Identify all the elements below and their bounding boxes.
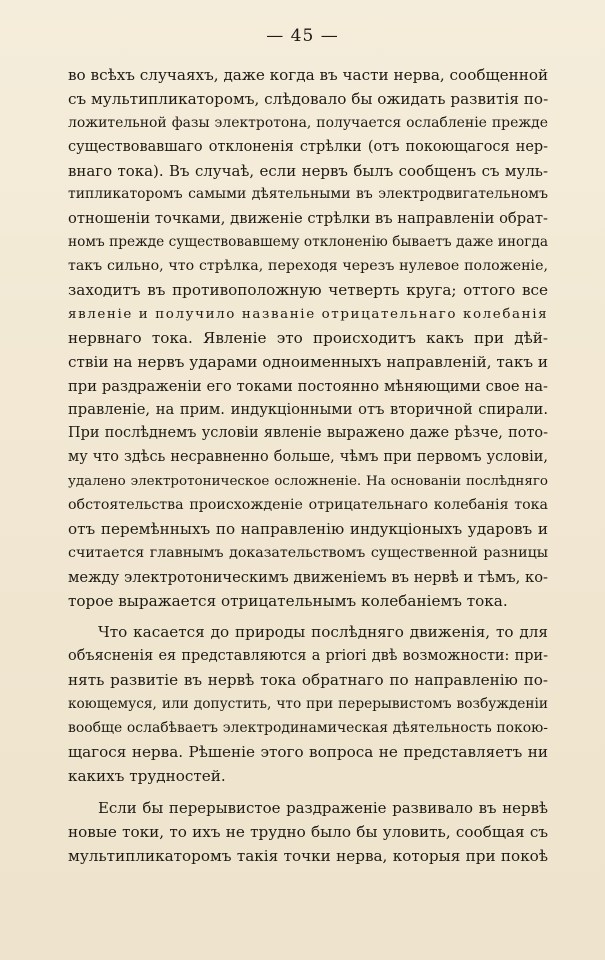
text-line: заходитъ въ противоположную четверть круга; оттого все — [68, 281, 548, 300]
text-line: торое выражается отрицательнымъ колебаніемъ тока. — [68, 591, 508, 610]
paragraph-gap — [68, 613, 548, 621]
text-line: Что касается до природы послѣдняго движенія, то для — [98, 623, 548, 642]
text-line: му что здѣсь несравненно больше, чѣмъ при первомъ условіи, — [68, 449, 548, 466]
text-line: обстоятельства происхожденіе отрицательнаго колебанія тока — [68, 497, 548, 514]
paragraph-gap — [68, 789, 548, 797]
text-line: отъ перемѣнныхъ по направленію индукціоныхъ ударовъ и — [68, 519, 548, 538]
text-line: щагося нерва. Рѣшеніе этого вопроса не представляетъ ни — [68, 742, 548, 761]
text-line: новые токи, то ихъ не трудно было бы уловить, сообщая съ — [68, 822, 548, 841]
text-line: существовавшаго отклоненія стрѣлки (отъ покоющагося нер- — [68, 138, 548, 155]
text-line: Если бы перерывистое раздраженіе развивало въ нервѣ — [98, 798, 548, 817]
text-line: при раздраженіи его токами постоянно мѣняющими свое на- — [68, 377, 548, 395]
text-line: какихъ трудностей. — [68, 766, 226, 785]
text-line: вообще ослабѣваетъ электродинамическая дѣятельность покою- — [68, 720, 548, 737]
text-line: номъ прежде существовавшему отклоненію бываетъ даже иногда — [68, 234, 548, 251]
text-line: отношеніи точками, движеніе стрѣлки въ направленіи обрат- — [68, 210, 548, 228]
text-line: между электротоническимъ движеніемъ въ нервѣ и тѣмъ, ко- — [68, 568, 548, 586]
paragraph — [68, 621, 548, 788]
text-line: явленіе и получило названіе отрицательнаго колебанія — [68, 306, 548, 322]
text-line: правленіе, на прим. индукціонными отъ вторичной спирали. — [68, 401, 548, 419]
text-line: мультипликаторомъ такія точки нерва, которыя при покоѣ — [68, 846, 548, 865]
text-line: во всѣхъ случаяхъ, даже когда въ части нерва, сообщенной — [68, 66, 548, 84]
paragraph — [68, 64, 548, 613]
text-line: ствіи на нервъ ударами одноименныхъ направленій, такъ и — [68, 352, 548, 371]
text-line: нервнаго тока. Явленіе это происходитъ какъ при дѣй- — [68, 328, 548, 347]
text-line: нять развитіе въ нервѣ тока обратнаго по направленію по- — [68, 671, 548, 690]
text-line: такъ сильно, что стрѣлка, переходя черезъ нулевое положеніе, — [68, 258, 548, 275]
text-line: типликаторомъ самыми дѣятельными въ электродвигательномъ — [68, 186, 548, 203]
text-line: объясненія ея представляются а priori двѣ возможности: при- — [68, 648, 548, 665]
text-line: съ мультипликаторомъ, слѣдовало бы ожидать развитія по- — [68, 89, 548, 108]
text-line: считается главнымъ доказательствомъ существенной разницы — [68, 544, 548, 561]
text-line: При послѣднемъ условіи явленіе выражено даже рѣзче, пото- — [68, 425, 548, 442]
text-line: ложительной фазы электротона, получается ослабленіе прежде — [68, 114, 548, 131]
text-line: внаго тока). Въ случаѣ, если нервъ былъ сообщенъ съ муль- — [68, 161, 548, 180]
text-line: удалено электротоническое осложненіе. На основаніи послѣдняго — [68, 474, 548, 490]
page-number: — 45 — — [266, 26, 339, 46]
paragraph — [68, 797, 548, 869]
body-text — [68, 64, 548, 868]
text-line: коющемуся, или допустить, что при перерывистомъ возбужденіи — [68, 696, 548, 713]
